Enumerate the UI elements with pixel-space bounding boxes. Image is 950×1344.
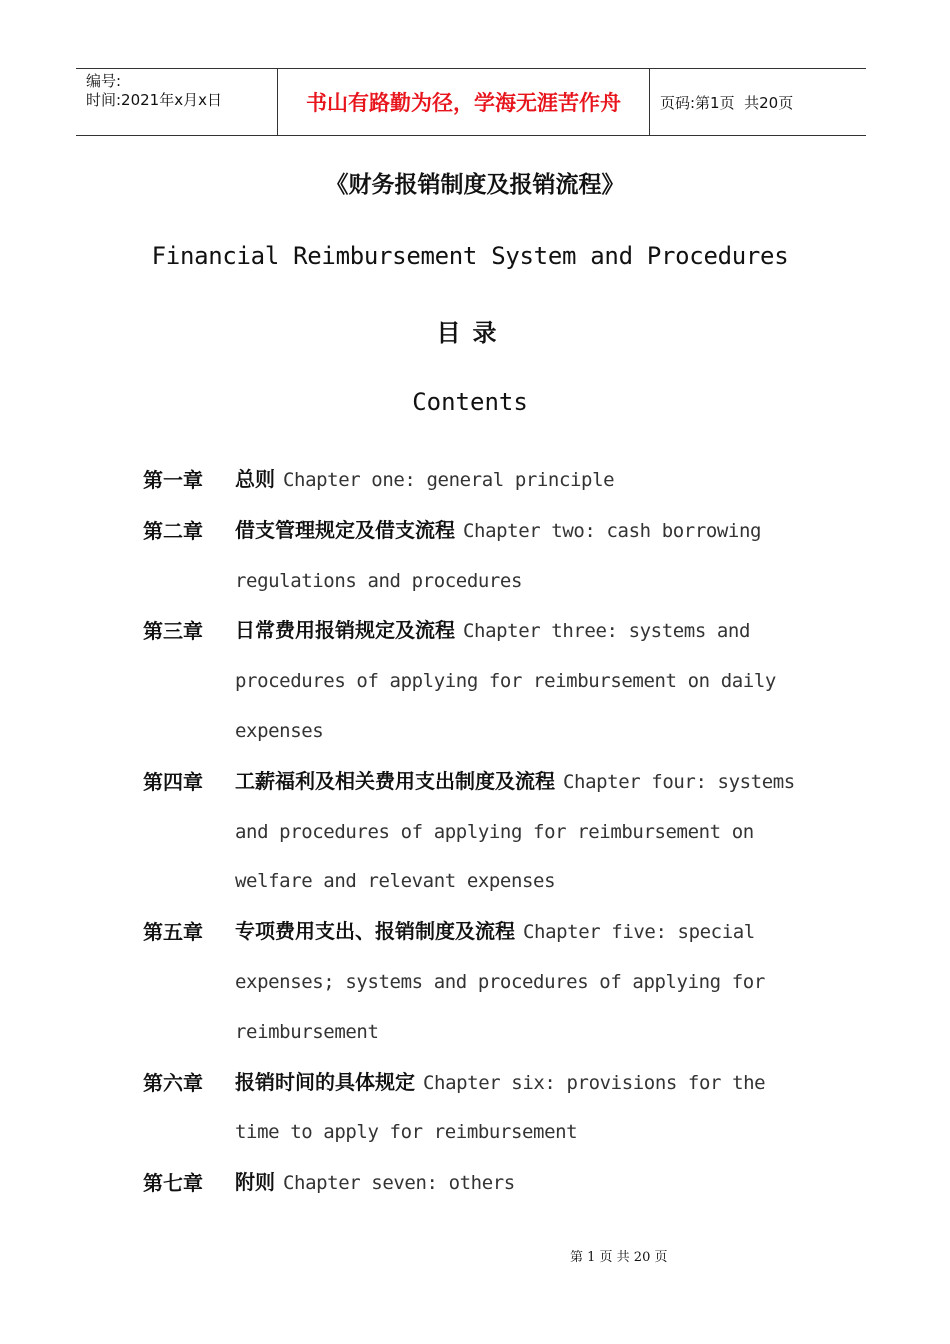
toc-entry (143, 606, 803, 756)
date-label: 时间:2021年x月x日 (86, 91, 222, 109)
chapter-title-cn: 借支管理规定及借支流程 (235, 517, 455, 542)
chapter-title-en: Chapter five: special expenses; systems and procedures of applying for reimbursement (235, 921, 765, 1043)
chapter-number: 第二章 (143, 518, 203, 543)
chapter-title-en: Chapter four: systems and procedures of applying for reimbursement on welfare and relevant expenses (235, 770, 795, 893)
table-of-contents (143, 455, 803, 1209)
toc-entry (143, 1058, 803, 1159)
chapter-title-en: Chapter two: cash borrowing regulations and procedures (235, 519, 762, 592)
header-page-cell (650, 69, 866, 135)
header-meta-cell (76, 69, 278, 135)
header-page-label: 页码:第1页 共20页 (660, 93, 794, 112)
chapter-text (235, 606, 803, 756)
document-header (76, 68, 866, 136)
chapter-text (235, 757, 803, 907)
chapter-title-en: Chapter three: systems and procedures of applying for reimbursement on daily expenses (235, 620, 776, 742)
document-title-en: Financial Reimbursement System and Procedures (151, 242, 789, 270)
chapter-number: 第三章 (143, 619, 203, 644)
chapter-number: 第一章 (143, 468, 203, 492)
chapter-title-en: Chapter one: general principle (283, 469, 615, 491)
serial-number-label: 编号: (86, 72, 122, 90)
document-title-cn: 《财务报销制度及报销流程》 (325, 172, 625, 198)
chapter-number: 第四章 (143, 769, 203, 794)
header-motto: 书山有路勤为径，学海无涯苦作舟 (278, 69, 650, 135)
toc-entry (143, 506, 803, 607)
chapter-text (235, 907, 803, 1057)
toc-entry (143, 757, 803, 907)
chapter-text (235, 455, 803, 506)
chapter-text (235, 1158, 803, 1209)
chapter-title-cn: 报销时间的具体规定 (235, 1069, 415, 1094)
toc-entry (143, 907, 803, 1057)
chapter-number: 第五章 (143, 920, 203, 945)
chapter-title-cn: 工薪福利及相关费用支出制度及流程 (235, 768, 555, 793)
chapter-title-cn: 日常费用报销规定及流程 (235, 618, 455, 643)
page-footer: 第 1 页 共 20 页 (570, 1250, 668, 1265)
chapter-text (235, 506, 803, 607)
chapter-number: 第六章 (143, 1070, 203, 1095)
chapter-title-cn: 总则 (235, 467, 275, 491)
chapter-text (235, 1058, 803, 1159)
chapter-title-en: Chapter seven: others (283, 1172, 515, 1195)
toc-heading-en: Contents (412, 388, 528, 416)
chapter-number: 第七章 (143, 1171, 203, 1196)
chapter-title-cn: 附则 (235, 1170, 275, 1195)
toc-heading-cn: 目录 (436, 319, 509, 347)
chapter-title-cn: 专项费用支出、报销制度及流程 (235, 919, 515, 944)
toc-entry (143, 455, 803, 506)
chapter-title-en: Chapter six: provisions for the time to apply for reimbursement (235, 1071, 766, 1144)
toc-entry (143, 1158, 803, 1209)
